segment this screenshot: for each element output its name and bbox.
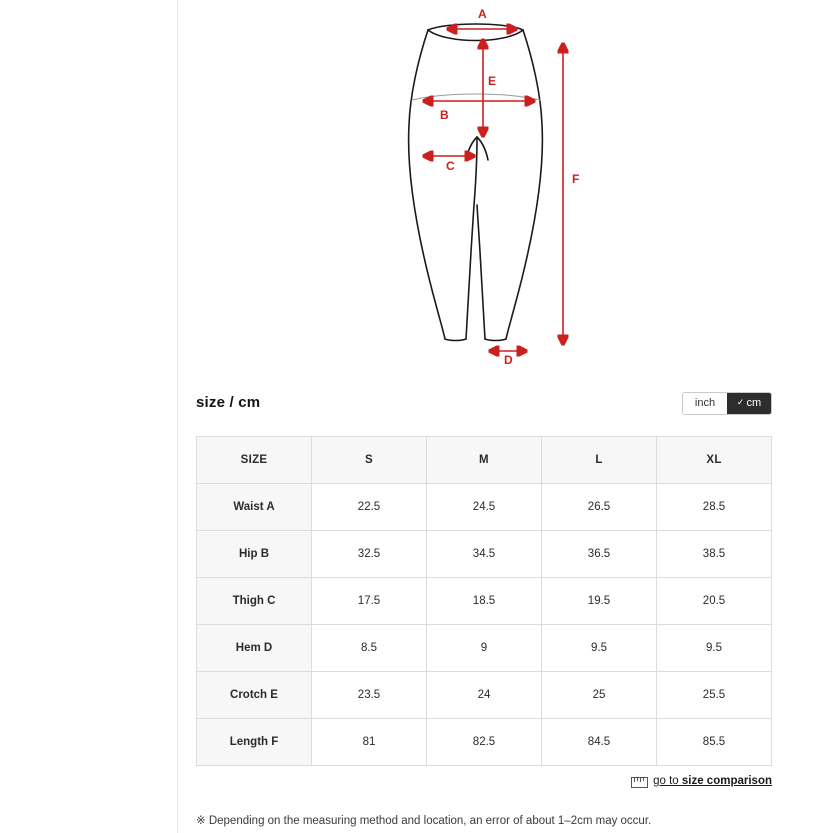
cell-hip-xl: 38.5 — [657, 531, 772, 578]
cell-hip-m: 34.5 — [427, 531, 542, 578]
compare-strong: size comparison — [681, 775, 772, 787]
cell-crotch-xl: 25.5 — [657, 672, 772, 719]
content-column — [196, 0, 772, 827]
size-table — [196, 436, 772, 766]
left-divider — [177, 0, 178, 833]
column-header-xl: XL — [657, 437, 772, 484]
cell-thigh-s: 17.5 — [312, 578, 427, 625]
cell-waist-m: 24.5 — [427, 484, 542, 531]
column-header-size: SIZE — [197, 437, 312, 484]
table-row — [197, 578, 772, 625]
cell-waist-xl: 28.5 — [657, 484, 772, 531]
size-header — [196, 394, 772, 428]
table-row — [197, 719, 772, 766]
cell-hem-s: 8.5 — [312, 625, 427, 672]
check-icon: ✓ — [736, 397, 745, 407]
ruler-icon — [631, 777, 648, 788]
unit-button-cm-label: cm — [746, 397, 762, 409]
measure-labels — [440, 7, 579, 367]
table-row — [197, 625, 772, 672]
cell-crotch-s: 23.5 — [312, 672, 427, 719]
size-title: size / cm — [196, 394, 261, 411]
label-C: C — [446, 159, 455, 173]
cell-hip-l: 36.5 — [542, 531, 657, 578]
column-header-m: M — [427, 437, 542, 484]
leggings-measurement-diagram — [196, 0, 772, 380]
garment-outline — [409, 24, 543, 341]
cell-hem-xl: 9.5 — [657, 625, 772, 672]
cell-length-s: 81 — [312, 719, 427, 766]
cell-waist-l: 26.5 — [542, 484, 657, 531]
label-A: A — [478, 7, 487, 21]
cell-thigh-l: 19.5 — [542, 578, 657, 625]
unit-button-inch[interactable]: inch — [683, 393, 727, 414]
row-label-thigh: Thigh C — [197, 578, 312, 625]
row-label-length: Length F — [197, 719, 312, 766]
compare-prefix: go to — [653, 775, 682, 787]
column-header-l: L — [542, 437, 657, 484]
label-B: B — [440, 108, 449, 122]
cell-crotch-m: 24 — [427, 672, 542, 719]
label-F: F — [572, 172, 580, 186]
cell-hem-l: 9.5 — [542, 625, 657, 672]
unit-toggle[interactable] — [682, 392, 772, 415]
table-row — [197, 672, 772, 719]
row-label-hip: Hip B — [197, 531, 312, 578]
cell-thigh-m: 18.5 — [427, 578, 542, 625]
measurement-note: ※ Depending on the measuring method and location, an error of about 1–2cm may occur. — [196, 815, 652, 827]
row-label-hem: Hem D — [197, 625, 312, 672]
label-E: E — [488, 74, 497, 88]
table-row — [197, 484, 772, 531]
table-header-row — [197, 437, 772, 484]
cell-hem-m: 9 — [427, 625, 542, 672]
diagram-svg — [196, 0, 772, 380]
table-row — [197, 531, 772, 578]
unit-button-cm[interactable] — [727, 393, 771, 414]
cell-crotch-l: 25 — [542, 672, 657, 719]
column-header-s: S — [312, 437, 427, 484]
cell-hip-s: 32.5 — [312, 531, 427, 578]
cell-waist-s: 22.5 — [312, 484, 427, 531]
cell-thigh-xl: 20.5 — [657, 578, 772, 625]
cell-length-xl: 85.5 — [657, 719, 772, 766]
label-D: D — [504, 353, 513, 367]
row-label-crotch: Crotch E — [197, 672, 312, 719]
cell-length-l: 84.5 — [542, 719, 657, 766]
size-comparison-row[interactable] — [196, 775, 772, 787]
size-comparison-link[interactable] — [653, 775, 772, 787]
row-label-waist: Waist A — [197, 484, 312, 531]
cell-length-m: 82.5 — [427, 719, 542, 766]
